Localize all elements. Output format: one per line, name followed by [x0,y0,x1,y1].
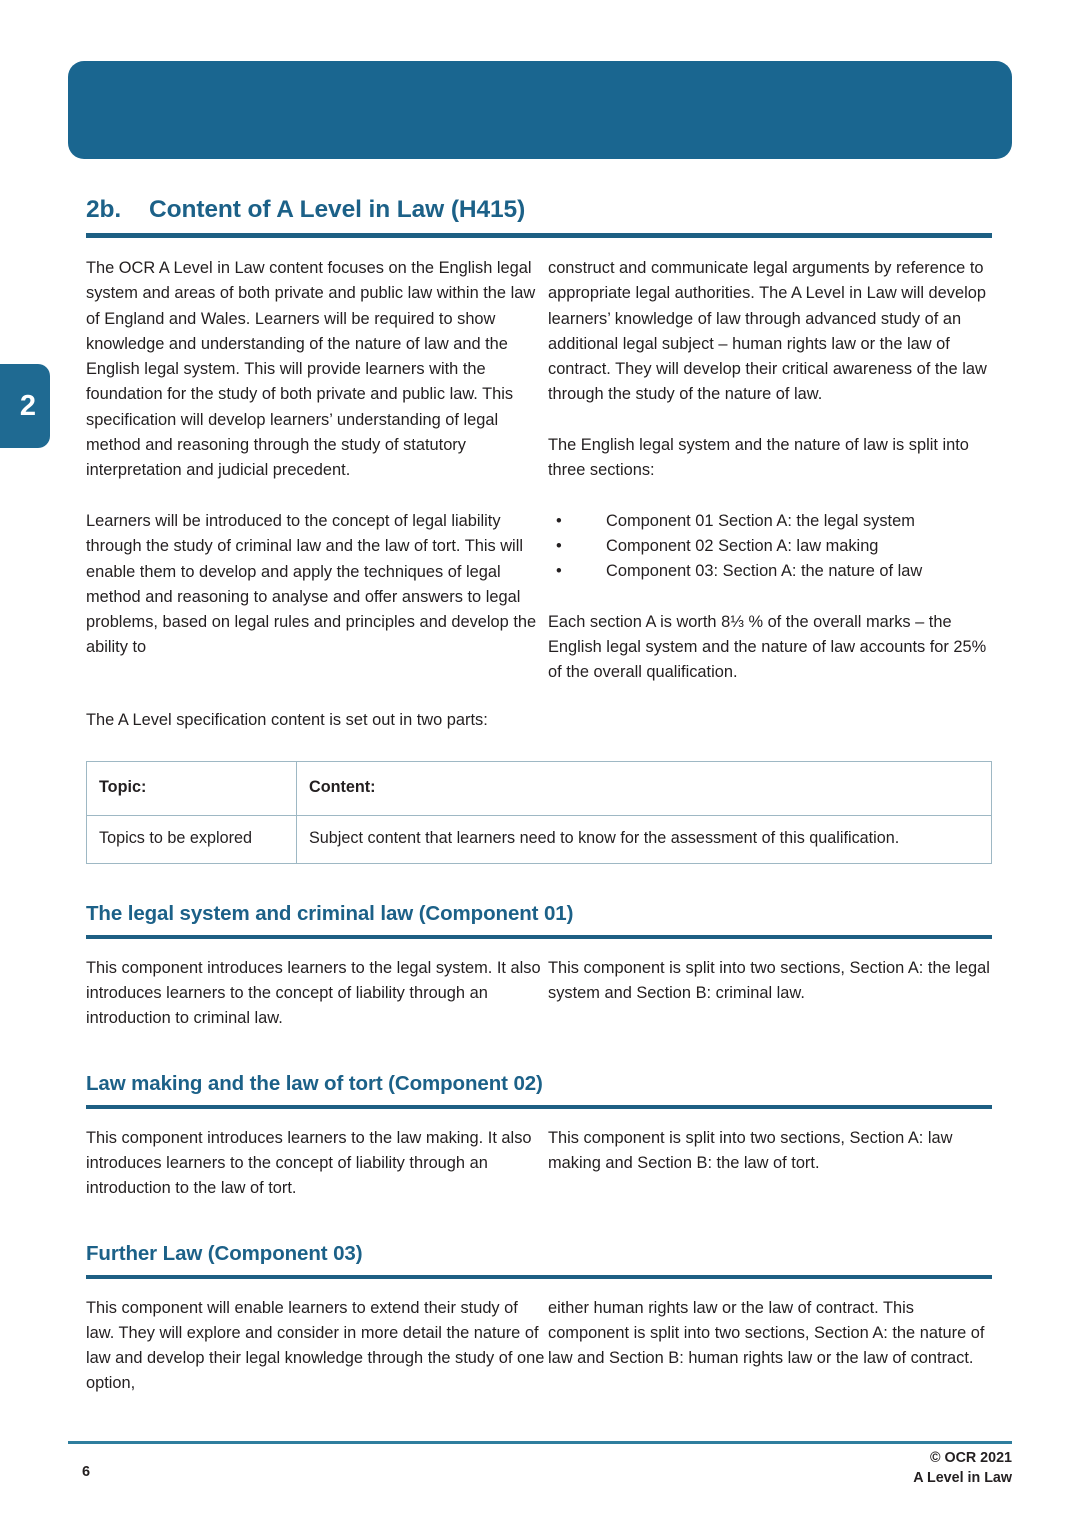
component-02-left [86,1126,548,1202]
component-01-left [86,956,548,1032]
header-banner [68,61,1012,159]
intro-paragraph-1: The OCR A Level in Law content focuses on the English legal system and areas of both private and public law within the law of England and Wales. Learners will be required to show knowledge and understanding of the nature of law and the English legal system. This will provide learners with the foundation for the study of both private and public law. This specification will develop learners’ understanding of legal method and reasoning through the study of statutory interpretation and judicial precedent. [86,259,536,480]
marks-weighting-paragraph: Each section A is worth 8⅓ % of the overall marks – the English legal system and the nature of law accounts for 25% of the overall qualification. [548,612,987,682]
pre-table-line: The A Level specification content is set out in two parts: [86,711,488,730]
footer-meta [913,1448,1012,1488]
table-header-row [87,761,992,815]
component-02-right-text: This component is split into two sections, Section A: law making and Section B: the law of tort. [548,1128,953,1172]
component-01-columns [86,956,992,1032]
component-section-list [548,509,992,585]
chapter-tab [0,364,50,448]
component-01-right [548,956,992,1032]
component-01-left-text: This component introduces learners to the legal system. It also introduces learners to the concept of liability through an introduction to criminal law. [86,958,541,1028]
list-item: • Component 02 Section A: law making [548,534,992,559]
component-02-left-text: This component introduces learners to the law making. It also introduces learners to the concept of liability through an introduction to the law of tort. [86,1128,532,1198]
intro-left-column [86,256,548,685]
component-section-02 [86,1072,992,1202]
title-rule [86,233,992,238]
component-03-columns [86,1296,992,1397]
component-01-heading: The legal system and criminal law (Component 01) [86,901,574,925]
section-number: 2b. [86,196,122,223]
table-cell-topic: Topics to be explored [87,815,297,863]
intro-paragraph-3: construct and communicate legal arguments by reference to appropriate legal authorities. The A Level in Law will develop learners’ knowledge of law through advanced study of an additional legal subject – human rights law or the law of contract. They will develop their critical awareness of the law through the study of the nature of law. [548,259,987,404]
chapter-tab-number: 2 [19,389,36,422]
component-01-right-text: This component is split into two sections, Section A: the legal system and Section B: criminal law. [548,958,990,1003]
table-header-topic: Topic: [87,761,297,815]
table-row [87,815,992,863]
list-item: • Component 01 Section A: the legal system [548,509,992,534]
sections-split-intro: The English legal system and the nature of law is split into three sections: [548,436,969,480]
table-cell-content: Subject content that learners need to know for the assessment of this qualification. [297,815,992,863]
component-section-01 [86,902,992,1032]
component-03-left-text: This component will enable learners to extend their study of law. They will explore and consider in more detail the nature of law and develop their legal knowledge through the study of one option, [86,1298,545,1393]
component-03-right [548,1296,992,1397]
component-03-rule [86,1275,992,1279]
page-number: 6 [82,1464,91,1480]
component-02-rule [86,1105,992,1109]
intro-right-column [548,256,992,685]
component-02-columns [86,1126,992,1202]
component-02-heading: Law making and the law of tort (Component 02) [86,1071,543,1095]
specification-table [86,761,992,864]
page-content [86,196,992,1397]
component-02-right [548,1126,992,1202]
component-section-03 [86,1242,992,1397]
section-title: Content of A Level in Law (H415) [149,196,526,223]
table-header-content: Content: [297,761,992,815]
component-03-right-text: either human rights law or the law of contract. This component is split into two sections, Section A: the nature of law and Section B: human rights law or the law of contract. [548,1298,985,1368]
page-title [86,196,992,224]
footer-copyright: © OCR 2021 [929,1450,1012,1466]
component-03-left [86,1296,548,1397]
component-03-heading: Further Law (Component 03) [86,1241,363,1265]
list-item: • Component 03: Section A: the nature of law [548,559,992,584]
footer-qualification: A Level in Law [913,1470,1012,1486]
footer-rule [68,1441,1012,1444]
intro-paragraph-2: Learners will be introduced to the concept of legal liability through the study of criminal law and the law of tort. This will enable them to develop and apply the techniques of legal method and reasoning to analyse and offer answers to legal problems, based on legal rules and principles and develop the ability to [86,511,537,657]
component-01-rule [86,935,992,939]
intro-columns [86,256,992,685]
